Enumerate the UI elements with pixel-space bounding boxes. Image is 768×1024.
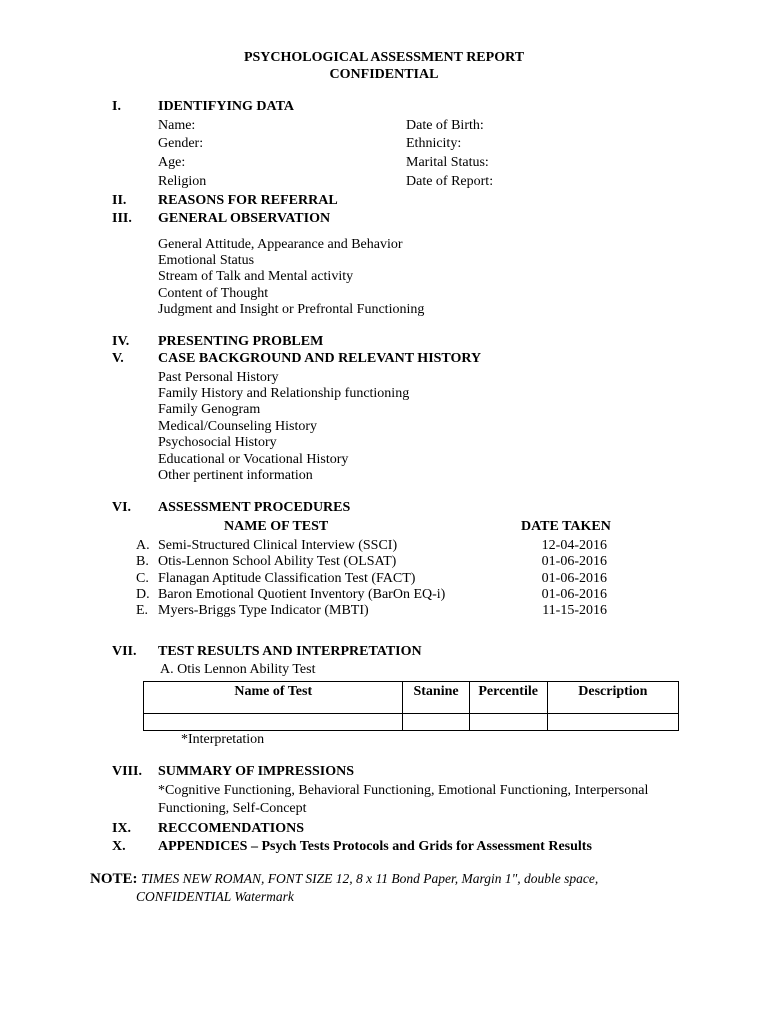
section-title-summary-of-impressions: SUMMARY OF IMPRESSIONS <box>158 764 355 779</box>
history-item: Psychosocial History <box>158 435 277 450</box>
field-label-date-of-report: Date of Report: <box>406 174 494 189</box>
test-letter: D. <box>136 587 150 602</box>
section-title-general-observation: GENERAL OBSERVATION <box>158 211 331 226</box>
section-number-8: VIII. <box>112 764 142 779</box>
column-header-date-taken: DATE TAKEN <box>521 519 611 534</box>
field-label-age: Age: <box>158 155 186 170</box>
results-header-name-of-test: Name of Test <box>144 682 403 714</box>
observation-item: Content of Thought <box>158 286 269 301</box>
section-title-presenting-problem: PRESENTING PROBLEM <box>158 334 324 349</box>
section-title-appendices: APPENDICES – Psych Tests Protocols and Grids for Assessment Results <box>158 839 592 854</box>
observation-item: Judgment and Insight or Prefrontal Functioning <box>158 302 425 317</box>
history-item: Past Personal History <box>158 370 279 385</box>
test-name: Flanagan Aptitude Classification Test (FACT) <box>158 571 416 586</box>
report-title: PSYCHOLOGICAL ASSESSMENT REPORT <box>243 50 525 65</box>
summary-text-line2: Functioning, Self-Concept <box>158 801 307 816</box>
test-letter: A. <box>136 538 150 553</box>
section-number-3: III. <box>112 211 132 226</box>
test-date: 12-04-2016 <box>541 538 607 553</box>
test-name: Baron Emotional Quotient Inventory (BarOn EQ-i) <box>158 587 446 602</box>
section-title-recommendations: RECCOMENDATIONS <box>158 821 304 836</box>
section-number-2: II. <box>112 193 127 208</box>
section-number-4: IV. <box>112 334 130 349</box>
test-date: 11-15-2016 <box>542 603 607 618</box>
section-title-identifying-data: IDENTIFYING DATA <box>158 99 294 114</box>
section-number-9: IX. <box>112 821 132 836</box>
observation-item: General Attitude, Appearance and Behavior <box>158 237 403 252</box>
test-letter: B. <box>136 554 149 569</box>
section-number-6: VI. <box>112 500 132 515</box>
history-item: Family Genogram <box>158 402 261 417</box>
test-date: 01-06-2016 <box>541 554 607 569</box>
interpretation-label: *Interpretation <box>181 732 265 747</box>
field-label-gender: Gender: <box>158 136 204 151</box>
note-line2: CONFIDENTIAL Watermark <box>136 889 294 904</box>
field-label-name: Name: <box>158 118 196 133</box>
test-letter: C. <box>136 571 149 586</box>
section-number-5: V. <box>112 351 124 366</box>
results-header-percentile: Percentile <box>469 682 547 714</box>
results-header-stanine: Stanine <box>403 682 469 714</box>
history-item: Other pertinent information <box>158 468 313 483</box>
report-subtitle: CONFIDENTIAL <box>329 67 439 82</box>
results-subsection-a: A. Otis Lennon Ability Test <box>160 662 316 677</box>
observation-item: Stream of Talk and Mental activity <box>158 269 354 284</box>
field-label-marital-status: Marital Status: <box>406 155 489 170</box>
test-name: Myers-Briggs Type Indicator (MBTI) <box>158 603 369 618</box>
field-label-ethnicity: Ethnicity: <box>406 136 462 151</box>
test-date: 01-06-2016 <box>541 571 607 586</box>
column-header-name-of-test: NAME OF TEST <box>224 519 329 534</box>
section-number-10: X. <box>112 839 126 854</box>
results-cell <box>403 714 469 731</box>
section-title-reasons-for-referral: REASONS FOR REFERRAL <box>158 193 338 208</box>
observation-item: Emotional Status <box>158 253 255 268</box>
section-number-1: I. <box>112 99 121 114</box>
test-name: Otis-Lennon School Ability Test (OLSAT) <box>158 554 397 569</box>
note-label: NOTE: <box>90 871 138 887</box>
formatting-note <box>90 870 598 905</box>
history-item: Medical/Counseling History <box>158 419 318 434</box>
history-item: Family History and Relationship functioning <box>158 386 410 401</box>
test-date: 01-06-2016 <box>541 587 607 602</box>
section-title-test-results: TEST RESULTS AND INTERPRETATION <box>158 644 422 659</box>
test-name: Semi-Structured Clinical Interview (SSCI) <box>158 538 398 553</box>
results-cell <box>144 714 403 731</box>
test-letter: E. <box>136 603 149 618</box>
results-table <box>143 681 679 731</box>
results-header-description: Description <box>547 682 678 714</box>
summary-text-line1: *Cognitive Functioning, Behavioral Functioning, Emotional Functioning, Interpersonal <box>158 783 649 798</box>
section-number-7: VII. <box>112 644 137 659</box>
section-title-assessment-procedures: ASSESSMENT PROCEDURES <box>158 500 351 515</box>
results-cell <box>469 714 547 731</box>
section-title-case-background: CASE BACKGROUND AND RELEVANT HISTORY <box>158 351 482 366</box>
history-item: Educational or Vocational History <box>158 452 349 467</box>
field-label-religion: Religion <box>158 174 207 189</box>
field-label-date-of-birth: Date of Birth: <box>406 118 484 133</box>
note-line1: TIMES NEW ROMAN, FONT SIZE 12, 8 x 11 Bond Paper, Margin 1", double space, <box>141 871 599 886</box>
results-cell <box>547 714 678 731</box>
